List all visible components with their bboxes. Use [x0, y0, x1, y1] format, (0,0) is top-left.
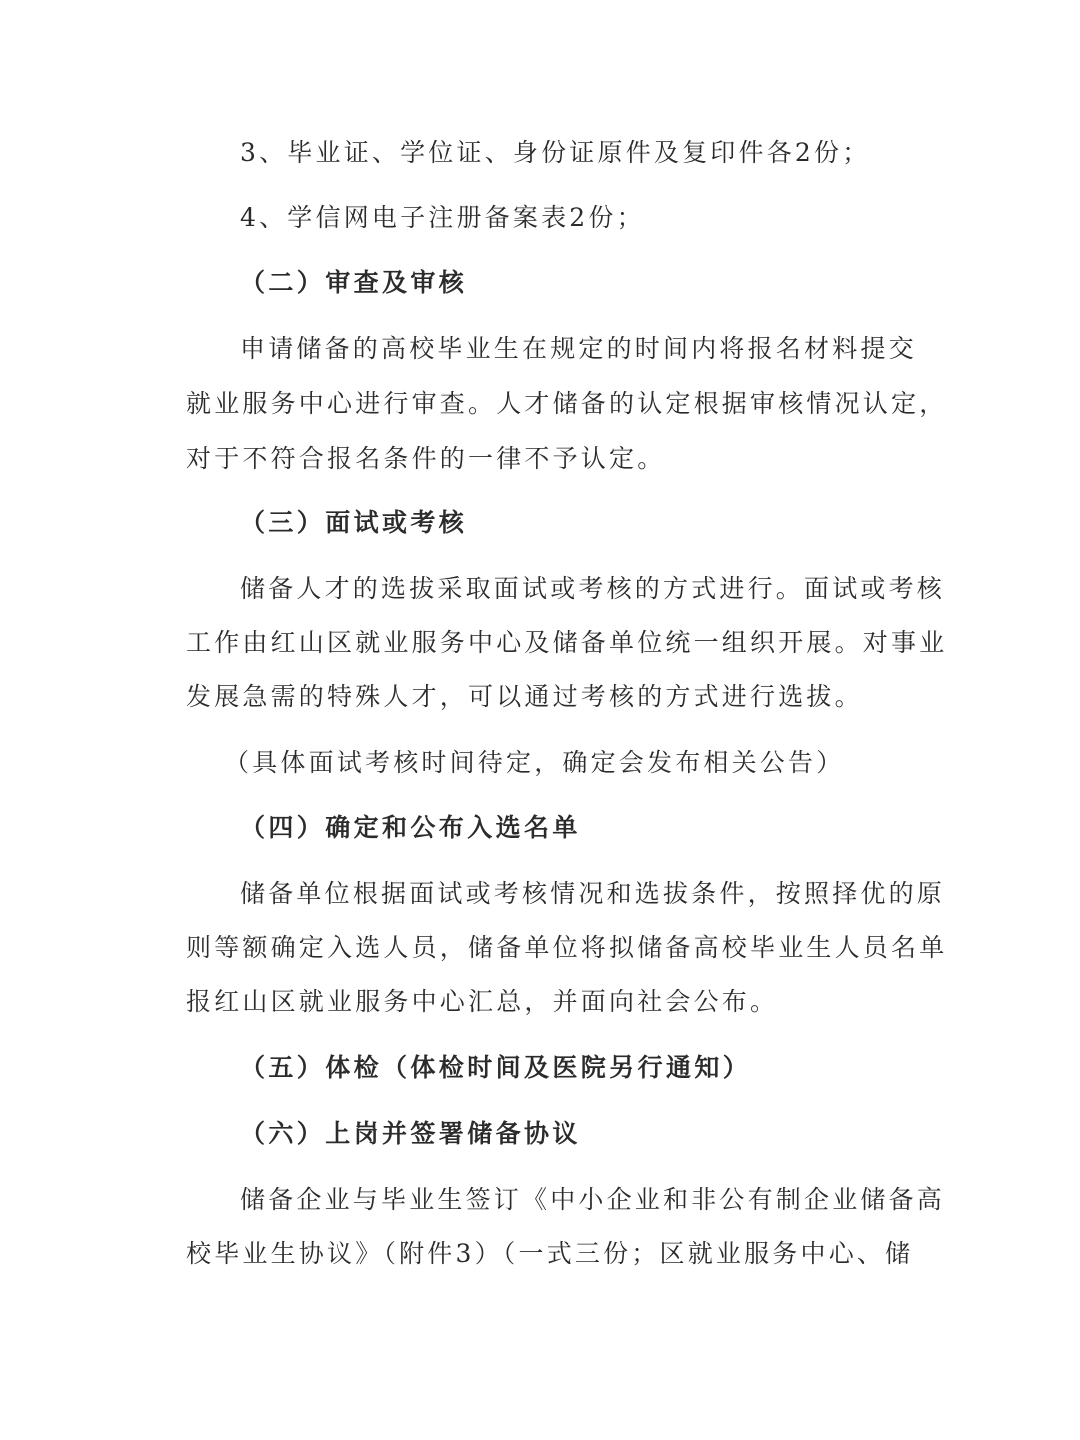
item-3-documents: 3、毕业证、学位证、身份证原件及复印件各2份；: [240, 138, 871, 167]
publish-paragraph-line: 报红山区就业服务中心汇总，并面向社会公布。: [186, 987, 779, 1016]
section-heading-review: （二）审查及审核: [240, 268, 468, 297]
section-heading-interview: （三）面试或考核: [240, 508, 468, 537]
publish-paragraph-line: 储备单位根据面试或考核情况和选拔条件，按照择优的原: [240, 879, 946, 908]
interview-paragraph-line: 工作由红山区就业服务中心及储备单位统一组织开展。对事业: [186, 628, 948, 657]
interview-paragraph-line: 储备人才的选拔采取面试或考核的方式进行。面试或考核: [240, 574, 946, 603]
review-paragraph-line: 申请储备的高校毕业生在规定的时间内将报名材料提交: [240, 334, 917, 363]
agreement-paragraph-line: 校毕业生协议》（附件3）（一式三份；区就业服务中心、储: [186, 1239, 914, 1268]
agreement-paragraph-line: 储备企业与毕业生签订《中小企业和非公有制企业储备高: [240, 1185, 946, 1214]
review-paragraph-line: 就业服务中心进行审查。人才储备的认定根据审核情况认定，: [186, 389, 948, 418]
item-4-registration-form: 4、学信网电子注册备案表2份；: [240, 203, 645, 232]
section-heading-agreement: （六）上岗并签署储备协议: [240, 1119, 581, 1148]
review-paragraph-line: 对于不符合报名条件的一律不予认定。: [186, 444, 666, 473]
publish-paragraph-line: 则等额确定入选人员，储备单位将拟储备高校毕业生人员名单: [186, 933, 948, 962]
section-heading-medical: （五）体检（体检时间及医院另行通知）: [240, 1053, 752, 1082]
section-heading-publish: （四）确定和公布入选名单: [240, 813, 581, 842]
interview-note: （具体面试考核时间待定，确定会发布相关公告）: [224, 748, 845, 777]
interview-paragraph-line: 发展急需的特殊人才，可以通过考核的方式进行选拔。: [186, 682, 863, 711]
